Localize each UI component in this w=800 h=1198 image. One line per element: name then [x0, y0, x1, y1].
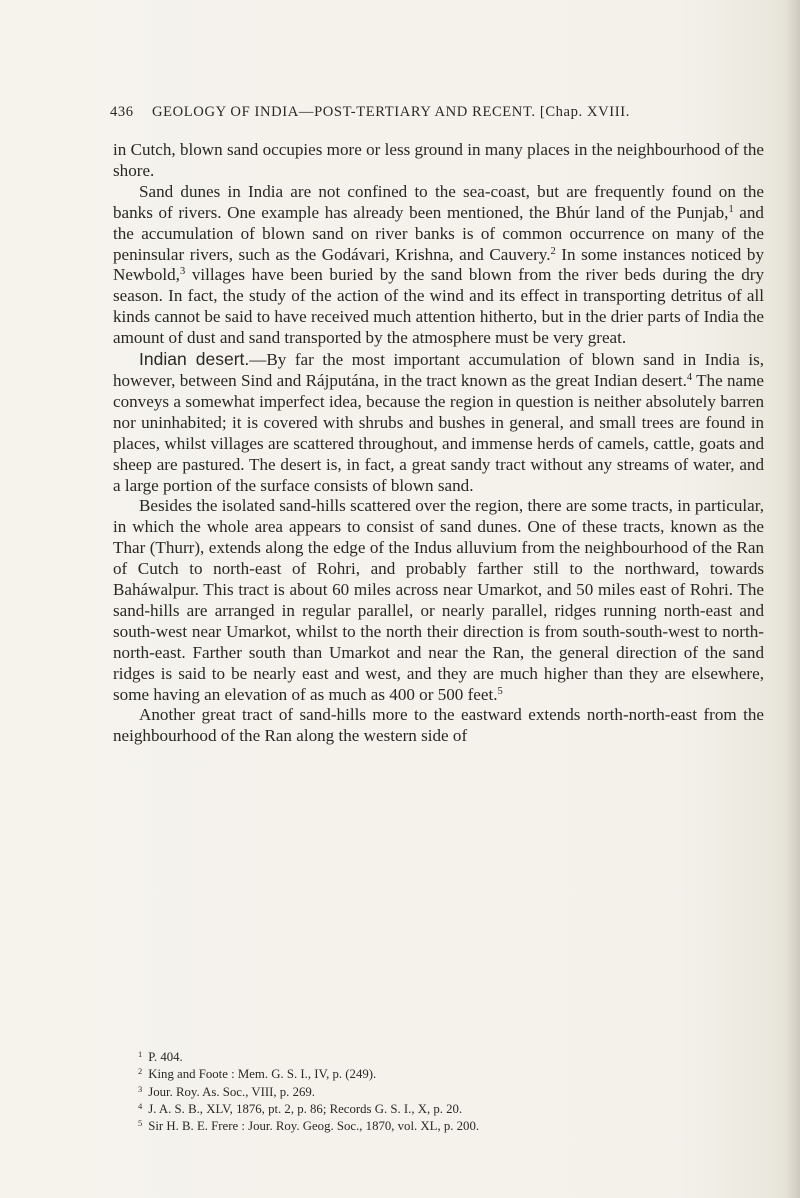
- footnote: [138, 1049, 758, 1066]
- footnote-text: Jour. Roy. As. Soc., VIII, p. 269.: [148, 1084, 315, 1099]
- page-edge-shadow: [786, 0, 800, 1198]
- paragraph-text: Besides the isolated sand-hills scattered over the region, there are some tracts, in particular, in which the whole area appears to consist of sand dunes. One of these tracts, known as the Thar (Thurr), extends along the edge of the Indus alluvium from the neighbourhood of the Ran of Cutch to north-east of Rohri, and probably farther still to the northward, towards Baháwalpur. This tract is about 60 miles across near Umarkot, and 50 miles east of Rohri. The sand-hills are arranged in regular parallel, or nearly parallel, ridges running north-east and south-west near Umarkot, whilst to the north their direction is from south-south-west to north-north-east. Farther south than Umarkot and near the Ran, the general direction of the sand ridges is said to be nearly east and west, and they are much higher than they are elsewhere, some having an elevation of as much as 400 or 500 feet.: [113, 496, 764, 704]
- paragraph-continued: [113, 140, 764, 182]
- footnote-mark: 5: [138, 1118, 143, 1129]
- paragraph-text: —By far the most important accumulation of blown sand in India is, however, between Sind and Rájputána, in the tract known as the great Indian desert.: [113, 350, 764, 390]
- paragraph-text: The name conveys a somewhat imperfect idea, because the region in question is neither absolutely barren nor uninhabited; it is covered with shrubs and bushes in general, and small trees are found in places, whilst villages are scattered throughout, and immense herds of camels, cattle, goats and sheep are pastured. The desert is, in fact, a great sandy tract without any streams of water, and a large portion of the surface consists of blown sand.: [113, 370, 764, 495]
- paragraph-eastward-tract: [113, 705, 764, 747]
- paragraph-indian-desert: [113, 349, 764, 496]
- footnote-text: King and Foote : Mem. G. S. I., IV, p. (249).: [148, 1067, 377, 1082]
- page-header: [110, 104, 764, 126]
- footnote-mark: 2: [138, 1066, 143, 1077]
- footnote-ref[interactable]: 4: [686, 371, 693, 383]
- paragraph-text: In some instances noticed by Newbold,: [113, 244, 764, 285]
- paragraph-text: Sand dunes in India are not confined to the sea-coast, but are frequently found on the banks of rivers. One example has already been mentioned, the Bhúr land of the Punjab,: [113, 181, 764, 222]
- footnote-mark: 1: [138, 1049, 143, 1059]
- footnotes: [138, 1049, 758, 1135]
- footnote-text: Sir H. B. E. Frere : Jour. Roy. Geog. Soc., 1870, vol. XL, p. 200.: [148, 1119, 480, 1134]
- footnote-text: J. A. S. B., XLV, 1876, pt. 2, p. 86; Records G. S. I., X, p. 20.: [148, 1101, 463, 1116]
- paragraph-sand-dunes: [113, 182, 764, 349]
- footnote: [138, 1066, 758, 1083]
- footnote: [138, 1118, 758, 1135]
- section-heading: Indian desert.: [139, 349, 250, 370]
- paragraph-text: and the accumulation of blown sand on river banks is of common occurrence on many of the peninsular rivers, such as the Godávari, Krishna, and Cauvery.: [113, 202, 764, 264]
- footnote: [138, 1101, 758, 1118]
- page-number: 436: [110, 104, 134, 120]
- body-text: [113, 140, 764, 747]
- running-head: GEOLOGY OF INDIA—POST-TERTIARY AND RECENT. [Chap. XVIII.: [152, 104, 630, 120]
- footnote-mark: 4: [138, 1100, 143, 1111]
- paragraph-text: villages have been buried by the sand blown from the river beds during the dry season. In fact, the study of the action of the wind and its effect in transporting detritus of all kinds cannot be said to have received much attention hitherto, but in the drier parts of India the amount of dust and sand transported by the atmosphere must be very great.: [113, 265, 764, 348]
- footnote: [138, 1084, 758, 1101]
- paragraph-text: in Cutch, blown sand occupies more or less ground in many places in the neighbourhood of the shore.: [113, 140, 764, 180]
- footnote-mark: 3: [138, 1083, 143, 1094]
- footnote-ref[interactable]: 3: [179, 266, 186, 278]
- paragraph-sand-hills: [113, 496, 764, 705]
- footnote-ref[interactable]: 1: [728, 203, 734, 215]
- footnote-ref[interactable]: 5: [497, 685, 503, 697]
- footnote-ref[interactable]: 2: [550, 245, 556, 257]
- footnote-text: P. 404.: [148, 1050, 183, 1064]
- paragraph-text: Another great tract of sand-hills more to the eastward extends north-north-east from the neighbourhood of the Ran along the western side of: [113, 705, 764, 746]
